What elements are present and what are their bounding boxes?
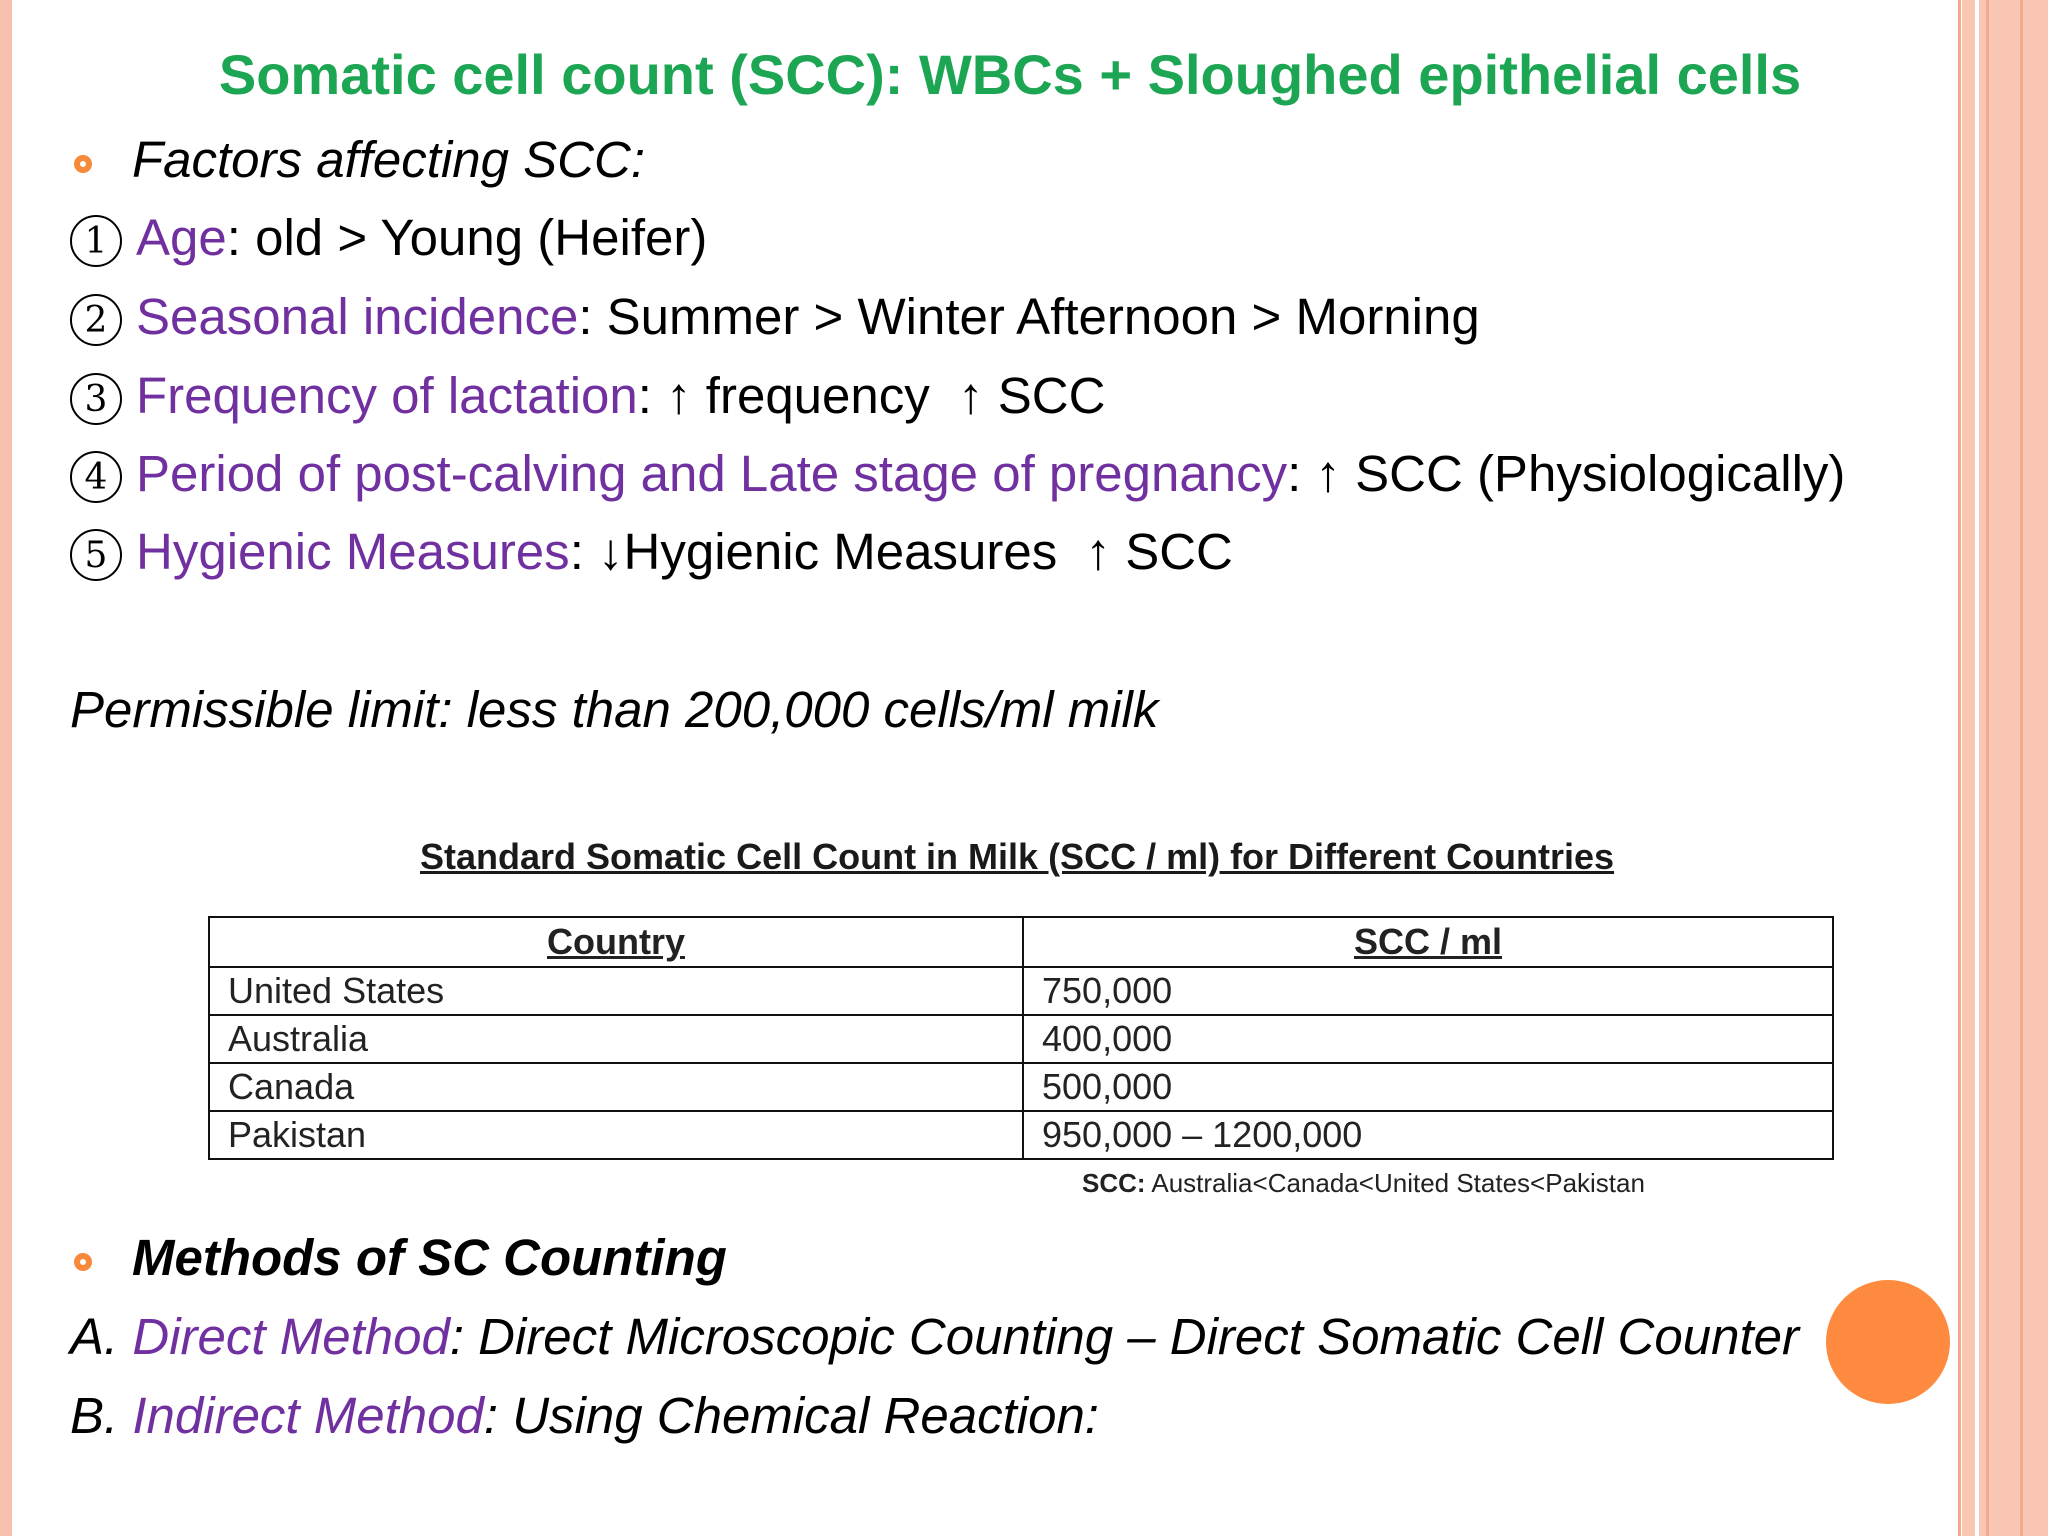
- permissible-limit: Permissible limit: less than 200,000 cells/ml milk: [70, 681, 1159, 738]
- table-note: [1082, 1168, 1645, 1199]
- factor-label: Frequency of lactation: [136, 367, 638, 424]
- country-cell: Pakistan: [209, 1111, 1023, 1159]
- table-header-row: [209, 917, 1833, 967]
- table-note-label: SCC:: [1082, 1168, 1146, 1198]
- number-circle-icon: 3: [70, 373, 122, 425]
- table-note-text: Australia<Canada<United States<Pakistan: [1145, 1168, 1645, 1198]
- factor-item-hygiene: [70, 522, 1233, 581]
- method-direct: [70, 1307, 1799, 1366]
- factors-heading: Factors affecting SCC:: [132, 131, 646, 188]
- column-header-scc: SCC / ml: [1023, 917, 1833, 967]
- scc-cell: 500,000: [1023, 1063, 1833, 1111]
- factor-label: Period of post-calving and Late stage of pregnancy: [136, 445, 1288, 502]
- number-circle-icon: 1: [70, 215, 122, 267]
- number-circle-icon: 2: [70, 294, 122, 346]
- column-header-country: Country: [209, 917, 1023, 967]
- bullet-ring-icon: [74, 155, 92, 173]
- scc-cell: 400,000: [1023, 1015, 1833, 1063]
- factor-item-season: [70, 287, 1480, 346]
- factor-item-lactation: [70, 366, 1105, 425]
- factor-item-age: [70, 208, 707, 267]
- right-border-line: [1975, 0, 1979, 1536]
- bullet-ring-icon: [74, 1253, 92, 1271]
- right-border-line: [1986, 0, 1989, 1536]
- scc-table: [208, 916, 1834, 1160]
- number-circle-icon: 5: [70, 529, 122, 581]
- method-label: Direct Method: [132, 1308, 450, 1365]
- table-row: [209, 1063, 1833, 1111]
- method-prefix: B.: [70, 1387, 133, 1444]
- country-cell: Canada: [209, 1063, 1023, 1111]
- method-text: : Using Chemical Reaction:: [483, 1387, 1099, 1444]
- method-prefix: A.: [70, 1308, 133, 1365]
- factor-item-post-calving: [70, 444, 1845, 503]
- slide-title: Somatic cell count (SCC): WBCs + Sloughed epithelial cells: [218, 43, 1802, 106]
- factor-text: : ↓Hygienic Measures ↑ SCC: [569, 523, 1233, 580]
- right-border-line: [2020, 0, 2023, 1536]
- country-cell: Australia: [209, 1015, 1023, 1063]
- scc-cell: 950,000 – 1200,000: [1023, 1111, 1833, 1159]
- table-caption: Standard Somatic Cell Count in Milk (SCC / ml) for Different Countries: [420, 836, 1615, 877]
- factor-text: : old > Young (Heifer): [226, 209, 708, 266]
- scc-cell: 750,000: [1023, 967, 1833, 1015]
- table-row: [209, 967, 1833, 1015]
- orange-circle-decoration: [1826, 1280, 1950, 1404]
- table-row: [209, 1015, 1833, 1063]
- factor-text: : Summer > Winter Afternoon > Morning: [578, 288, 1480, 345]
- factor-label: Hygienic Measures: [136, 523, 570, 580]
- factor-text: : ↑ SCC (Physiologically): [1287, 445, 1846, 502]
- table-row: [209, 1111, 1833, 1159]
- number-circle-icon: 4: [70, 451, 122, 503]
- method-label: Indirect Method: [132, 1387, 484, 1444]
- factor-label: Age: [136, 209, 227, 266]
- methods-heading: Methods of SC Counting: [132, 1229, 727, 1286]
- country-cell: United States: [209, 967, 1023, 1015]
- factor-label: Seasonal incidence: [136, 288, 579, 345]
- method-indirect: [70, 1386, 1099, 1445]
- factor-text: : ↑ frequency ↑ SCC: [637, 367, 1106, 424]
- left-border-decoration: [0, 0, 12, 1536]
- right-border-line: [1958, 0, 1961, 1536]
- method-text: : Direct Microscopic Counting – Direct Somatic Cell Counter: [449, 1308, 1799, 1365]
